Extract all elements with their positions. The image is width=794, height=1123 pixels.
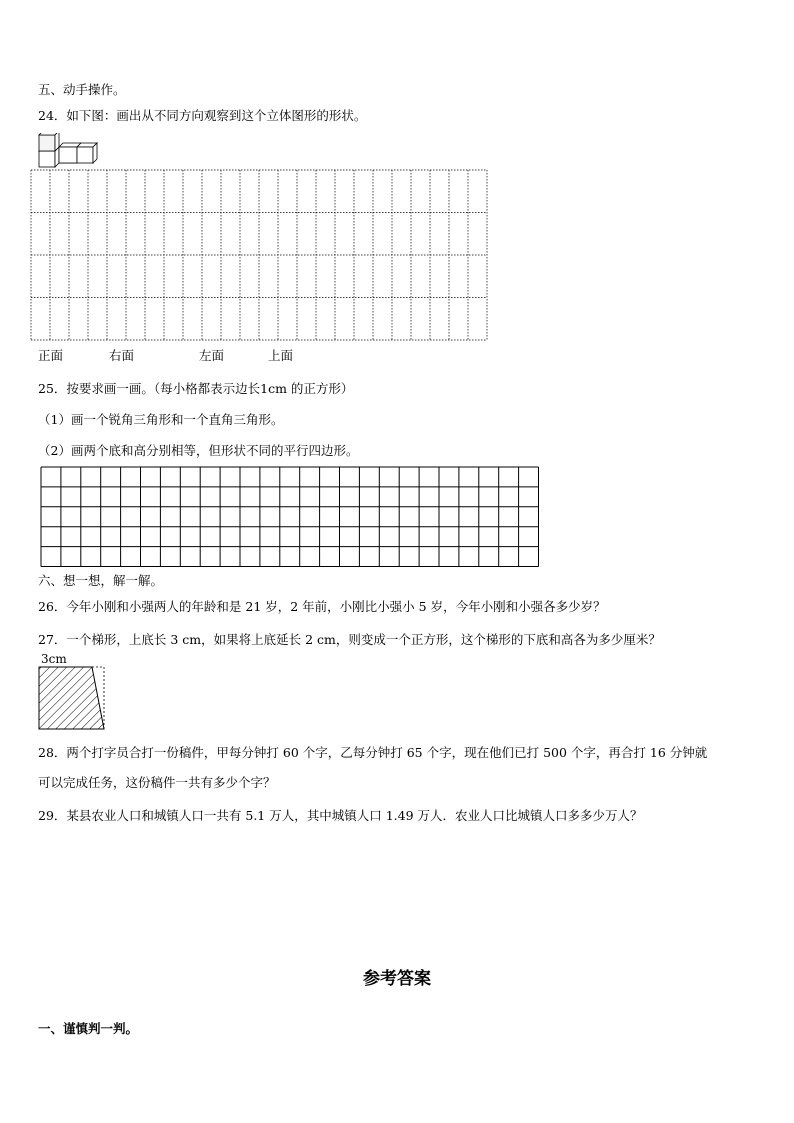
dotted-drawing-grid[interactable] (30, 169, 488, 341)
view-label-top: 上面 (268, 348, 294, 363)
question-25-part2: （2）画两个底和高分别相等，但形状不同的平行四边形。 (38, 443, 359, 458)
section6-heading: 六、想一想，解一解。 (38, 573, 164, 588)
view-label-left: 左面 (199, 348, 225, 363)
view-label-right: 右面 (109, 348, 135, 363)
question-24: 24．如下图：画出从不同方向观察到这个立体图形的形状。 (38, 108, 367, 123)
view-label-front: 正面 (38, 348, 64, 363)
question-28-line1: 28．两个打字员合打一份稿件，甲每分钟打 60 个字，乙每分钟打 65 个字，现在他们已打 500 个字，再合打 16 分钟就 (38, 745, 708, 760)
question-27: 27．一个梯形，上底长 3 cm，如果将上底延长 2 cm，则变成一个正方形，这个梯形的下底和高各为多少厘米？ (38, 632, 661, 647)
answers-title: 参考答案 (363, 969, 431, 989)
question-29: 29．某县农业人口和城镇人口一共有 5.1 万人，其中城镇人口 1.49 万人．农业人口比城镇人口多多少万人？ (38, 808, 643, 823)
square-drawing-grid[interactable] (40, 466, 540, 568)
section5-heading: 五、动手操作。 (38, 82, 126, 97)
question-25-part1: （1）画一个锐角三角形和一个直角三角形。 (38, 412, 284, 427)
question-28-line2: 可以完成任务，这份稿件一共有多少个字？ (38, 775, 276, 790)
question-26: 26．今年小刚和小强两人的年龄和是 21 岁，2 年前，小刚比小强小 5 岁，今年小刚和小强各多少岁？ (38, 599, 606, 614)
question-25: 25．按要求画一画。（每小格都表示边长1cm 的正方形） (38, 381, 354, 396)
answers-section1: 一、谨慎判一判。 (38, 1021, 139, 1036)
trapezoid-top-label: 3cm (41, 652, 67, 666)
cube-solid-figure (38, 133, 100, 169)
